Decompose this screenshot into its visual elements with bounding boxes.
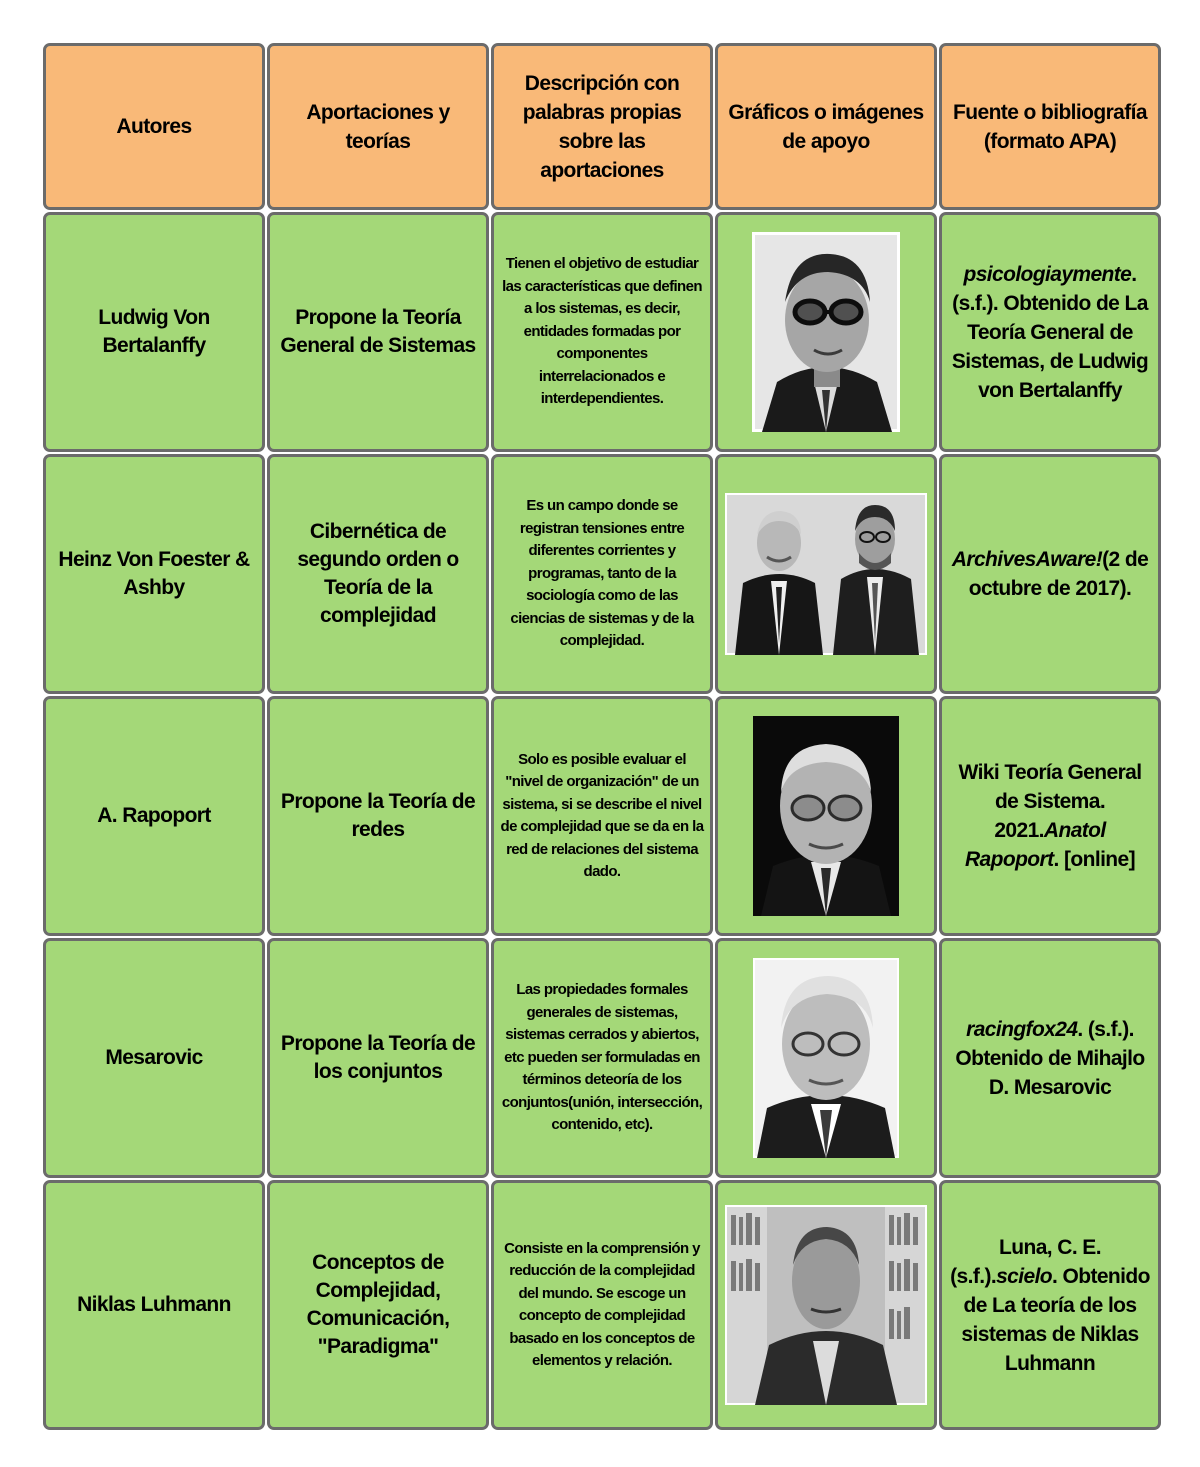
source-rest: . [online] [1053, 848, 1136, 871]
description-cell: Consiste en la comprensión y reducción de la complejidad del mundo. Se escoge un concepto de complejidad basado en los conceptos de elementos y relación. [491, 1180, 713, 1430]
description-cell: Tienen el objetivo de estudiar las características que definen a los sistemas, es decir, entidades formadas por componentes interrelacionados e interdependientes. [491, 212, 713, 452]
portrait-photo-rapoport [753, 716, 899, 916]
description-cell: Es un campo donde se registran tensiones entre diferentes corrientes y programas, tanto de la sociología como de las ciencias de sistemas y de la complejidad. [491, 454, 713, 694]
description-cell: Las propiedades formales generales de sistemas, sistemas cerrados y abiertos, etc pueden ser formuladas en términos deteoría de los conjuntos(unión, intersección, contenido, etc). [491, 938, 713, 1178]
source-cell [939, 938, 1161, 1178]
source-text [950, 758, 1150, 874]
header-fuente: Fuente o bibliografía (formato APA) [939, 43, 1161, 210]
source-italic: Anatol Rapoport [964, 819, 1106, 871]
contribution-cell: Cibernética de segundo orden o Teoría de la complejidad [267, 454, 489, 694]
contribution-cell: Propone la Teoría de redes [267, 696, 489, 936]
source-rest: (2 de octubre de 2017). [968, 548, 1149, 600]
source-text [950, 1015, 1150, 1102]
source-rest: . (s.f.). Obtenido de La Teoría General de Sistemas, de Ludwig von Bertalanffy [951, 262, 1149, 402]
source-text [950, 545, 1150, 603]
author-cell: A. Rapoport [43, 696, 265, 936]
photo-cell [715, 938, 937, 1178]
source-rest: . (s.f.). Obtenido de Mihajlo D. Mesarovic [955, 1017, 1145, 1099]
portrait-photo-mesarovic [753, 958, 899, 1158]
source-text [950, 1233, 1150, 1378]
source-cell [939, 1180, 1161, 1430]
portrait-photo-bertalanffy [752, 232, 900, 432]
author-cell: Ludwig Von Bertalanffy [43, 212, 265, 452]
source-italic: psicologiaymente [963, 262, 1132, 286]
source-cell [939, 696, 1161, 936]
portrait-photo-luhmann [725, 1205, 927, 1405]
source-prefix: Luna, C. E. (s.f.). [950, 1235, 1101, 1288]
header-autores: Autores [43, 43, 265, 210]
header-aportaciones: Aportaciones y teorías [267, 43, 489, 210]
source-text [950, 260, 1150, 405]
contribution-cell: Conceptos de Complejidad, Comunicación, "Paradigma" [267, 1180, 489, 1430]
source-rest: . Obtenido de La teoría de los sistemas de Niklas Luhmann [961, 1264, 1150, 1375]
author-cell: Mesarovic [43, 938, 265, 1178]
header-graficos: Gráficos o imágenes de apoyo [715, 43, 937, 210]
source-prefix: Wiki Teoría General de Sistema. 2021. [958, 761, 1142, 842]
contribution-cell: Propone la Teoría General de Sistemas [267, 212, 489, 452]
description-cell: Solo es posible evaluar el "nivel de organización" de un sistema, si se describe el nivel de complejidad que se da en la red de relaciones del sistema dado. [491, 696, 713, 936]
author-cell: Heinz Von Foester & Ashby [43, 454, 265, 694]
source-italic: racingfox24 [966, 1017, 1078, 1041]
source-cell [939, 454, 1161, 694]
photo-cell [715, 1180, 937, 1430]
source-italic: scielo [996, 1264, 1053, 1288]
source-cell [939, 212, 1161, 452]
photo-cell [715, 454, 937, 694]
photo-cell [715, 212, 937, 452]
contribution-cell: Propone la Teoría de los conjuntos [267, 938, 489, 1178]
header-descripcion: Descripción con palabras propias sobre las aportaciones [491, 43, 713, 210]
portrait-photo-foerster-ashby [725, 493, 927, 655]
author-cell: Niklas Luhmann [43, 1180, 265, 1430]
photo-cell [715, 696, 937, 936]
source-italic: ArchivesAware! [951, 548, 1103, 571]
authors-table [43, 43, 1159, 1430]
